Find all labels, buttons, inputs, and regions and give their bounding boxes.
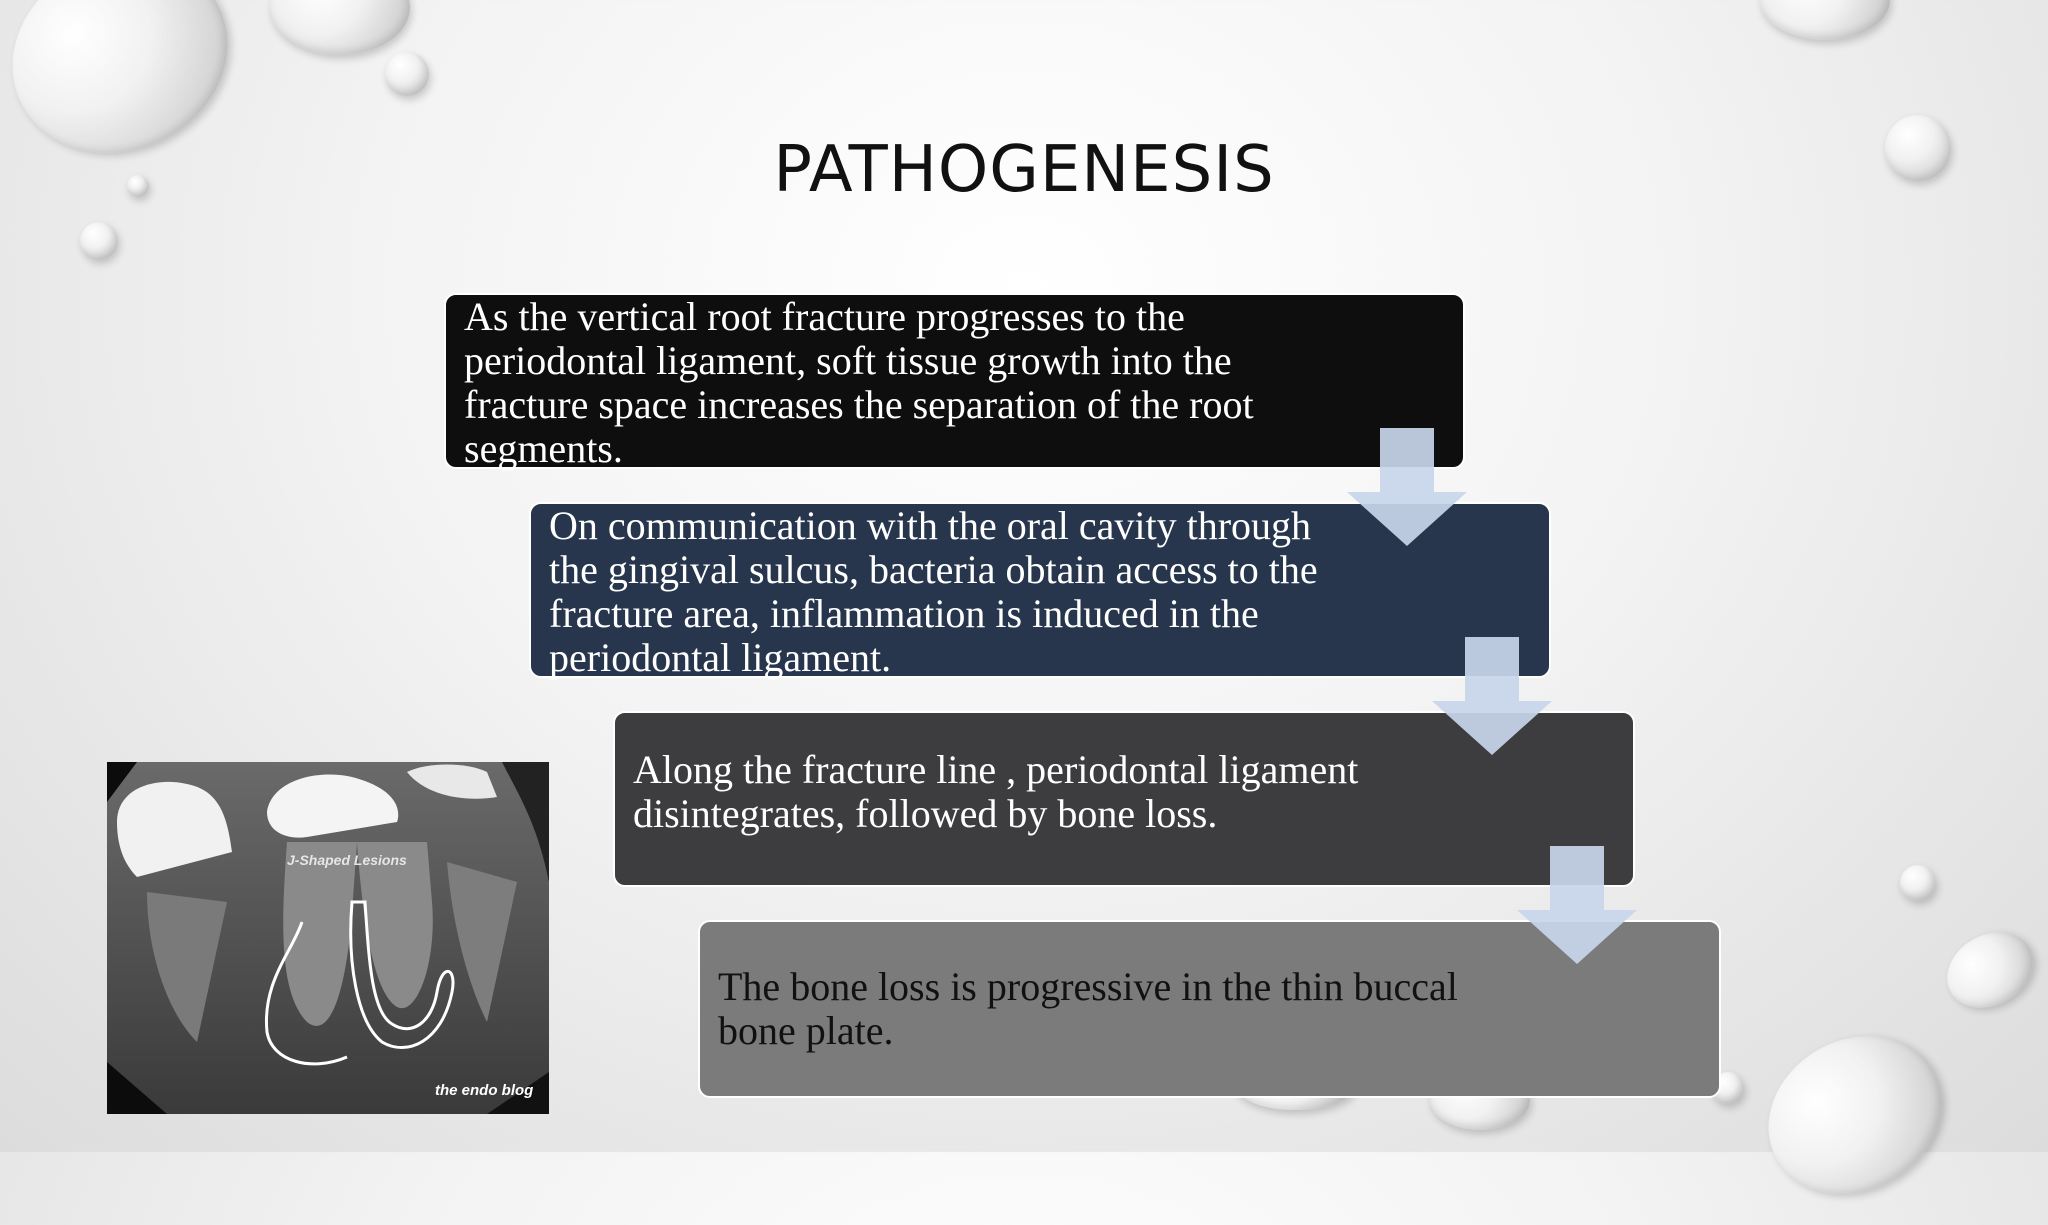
slide-title: PATHOGENESIS (773, 133, 1275, 207)
down-arrow-icon (1517, 846, 1637, 964)
step-text-2: On communication with the oral cavity through the gingival sulcus, bacteria obtain access to the fracture area, inflammation is induced in the periodontal ligament. (549, 503, 1318, 680)
water-drop (1934, 917, 2047, 1023)
dental-radiograph-image (107, 762, 549, 1114)
step-text-1: As the vertical root fracture progresses to the periodontal ligament, soft tissue growth into the fracture space increases the separation of the root segments. (464, 294, 1254, 471)
water-drop (270, 0, 410, 55)
down-arrow-icon (1347, 428, 1467, 546)
water-drop (1760, 0, 1890, 40)
radiograph-credit: the endo blog (435, 1082, 534, 1099)
step-text-4: The bone loss is progressive in the thin buccal bone plate. (718, 964, 1458, 1053)
radiograph-label: J-Shaped Lesions (287, 852, 407, 868)
step-text-3: Along the fracture line , periodontal ligament disintegrates, followed by bone loss. (633, 747, 1359, 836)
step-box-1 (444, 293, 1465, 469)
water-drop (80, 222, 118, 260)
water-drop (1740, 1005, 1971, 1225)
water-drop (1900, 865, 1936, 901)
down-arrow-icon (1432, 637, 1552, 755)
water-drop (385, 52, 429, 96)
